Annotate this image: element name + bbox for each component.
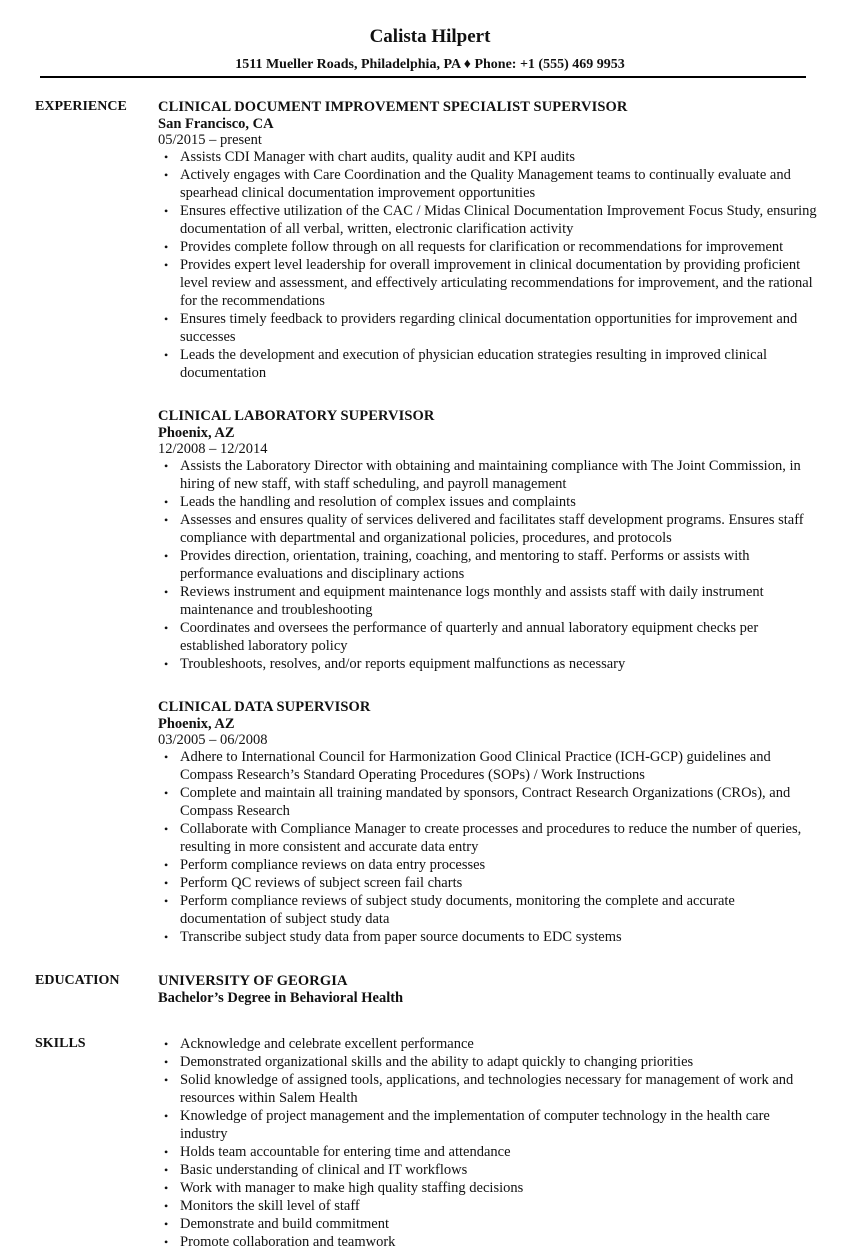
list-item-text: Complete and maintain all training mandated by sponsors, Contract Research Organizations (CROs), and Compass Research xyxy=(180,785,791,819)
bullet-icon: • xyxy=(164,348,169,362)
bullet-icon: • xyxy=(164,240,169,254)
list-item xyxy=(158,784,820,820)
bullet-icon: • xyxy=(164,495,169,509)
resume-header xyxy=(0,0,860,73)
list-item xyxy=(158,148,820,166)
job-entry xyxy=(158,98,820,382)
list-item-text: Demonstrated organizational skills and the ability to adapt quickly to changing priorities xyxy=(180,1054,694,1070)
list-item-text: Monitors the skill level of staff xyxy=(180,1198,360,1214)
list-item xyxy=(158,547,820,583)
bullet-icon: • xyxy=(164,822,169,836)
experience-section xyxy=(0,98,820,946)
list-item-text: Perform QC reviews of subject screen fail charts xyxy=(180,875,463,891)
education-section xyxy=(0,972,820,1007)
job-entry xyxy=(158,407,820,673)
list-item-text: Knowledge of project management and the implementation of computer technology in the health care industry xyxy=(180,1108,770,1142)
list-item xyxy=(158,892,820,928)
bullet-icon: • xyxy=(164,1037,169,1051)
bullet-icon: • xyxy=(164,1055,169,1069)
list-item xyxy=(158,310,820,346)
bullet-icon: • xyxy=(164,1217,169,1231)
list-item-text: Solid knowledge of assigned tools, applications, and technologies necessary for management of work and resources within Salem Health xyxy=(180,1072,794,1106)
list-item xyxy=(158,1143,820,1161)
bullet-icon: • xyxy=(164,549,169,563)
job-title: CLINICAL DATA SUPERVISOR xyxy=(158,699,371,715)
job-title: CLINICAL DOCUMENT IMPROVEMENT SPECIALIST SUPERVISOR xyxy=(158,99,628,115)
list-item xyxy=(158,1035,820,1053)
header-divider xyxy=(40,76,806,78)
skills-section xyxy=(0,1035,820,1251)
phone: Phone: +1 (555) 469 9953 xyxy=(474,57,625,72)
list-item xyxy=(158,166,820,202)
list-item-text: Collaborate with Compliance Manager to create processes and procedures to reduce the number of queries, resulting in more consistent and accurate data entry xyxy=(180,821,802,855)
job-entry xyxy=(158,698,820,946)
job-title: CLINICAL LABORATORY SUPERVISOR xyxy=(158,408,435,424)
diamond-separator-icon: ♦ xyxy=(463,57,471,72)
school-name: UNIVERSITY OF GEORGIA xyxy=(158,973,348,989)
list-item-text: Leads the handling and resolution of complex issues and complaints xyxy=(180,494,576,510)
bullet-icon: • xyxy=(164,1199,169,1213)
job-dates: 12/2008 – 12/2014 xyxy=(158,441,268,457)
list-item-text: Provides complete follow through on all requests for clarification or recommendations for improvement xyxy=(180,239,784,255)
bullet-icon: • xyxy=(164,585,169,599)
list-item xyxy=(158,1161,820,1179)
degree: Bachelor’s Degree in Behavioral Health xyxy=(158,990,404,1006)
list-item xyxy=(158,856,820,874)
bullet-icon: • xyxy=(164,513,169,527)
bullet-icon: • xyxy=(164,858,169,872)
bullet-icon: • xyxy=(164,930,169,944)
list-item xyxy=(158,346,820,382)
list-item xyxy=(158,874,820,892)
address: 1511 Mueller Roads, Philadelphia, PA xyxy=(235,57,461,72)
bullet-icon: • xyxy=(164,786,169,800)
job-dates: 03/2005 – 06/2008 xyxy=(158,732,268,748)
skills-list xyxy=(158,1035,820,1251)
bullet-icon: • xyxy=(164,1235,169,1249)
job-dates: 05/2015 – present xyxy=(158,132,262,148)
list-item-text: Troubleshoots, resolves, and/or reports equipment malfunctions as necessary xyxy=(180,656,626,672)
job-responsibilities xyxy=(158,748,820,946)
list-item-text: Basic understanding of clinical and IT workflows xyxy=(180,1162,468,1178)
job-responsibilities xyxy=(158,148,820,382)
contact-line xyxy=(0,57,860,73)
bullet-icon: • xyxy=(164,1145,169,1159)
list-item xyxy=(158,1233,820,1251)
list-item-text: Provides expert level leadership for overall improvement in clinical documentation by providing proficient level review and assessment, and effectively articulating recommendations for improvement, and the rational for the recommendations xyxy=(180,257,813,309)
section-label-experience: EXPERIENCE xyxy=(35,99,127,114)
list-item xyxy=(158,655,820,673)
list-item xyxy=(158,820,820,856)
bullet-icon: • xyxy=(164,204,169,218)
list-item-text: Assists CDI Manager with chart audits, quality audit and KPI audits xyxy=(180,149,576,165)
list-item-text: Perform compliance reviews of subject study documents, monitoring the complete and accurate documentation of subject study data xyxy=(180,893,735,927)
list-item xyxy=(158,619,820,655)
list-item xyxy=(158,748,820,784)
bullet-icon: • xyxy=(164,1073,169,1087)
list-item-text: Coordinates and oversees the performance of quarterly and annual laboratory equipment checks per established laboratory policy xyxy=(180,620,759,654)
list-item-text: Actively engages with Care Coordination and the Quality Management teams to continually evaluate and spearhead clinical documentation improvement opportunities xyxy=(180,167,791,201)
list-item xyxy=(158,493,820,511)
bullet-icon: • xyxy=(164,894,169,908)
list-item-text: Work with manager to make high quality staffing decisions xyxy=(180,1180,524,1196)
list-item-text: Assesses and ensures quality of services delivered and facilitates staff development programs. Ensures staff compliance with departmental and organizational policies, procedures, and protocols xyxy=(180,512,804,546)
bullet-icon: • xyxy=(164,750,169,764)
job-location: Phoenix, AZ xyxy=(158,425,235,441)
list-item xyxy=(158,1215,820,1233)
list-item xyxy=(158,1053,820,1071)
candidate-name: Calista Hilpert xyxy=(369,26,491,47)
bullet-icon: • xyxy=(164,150,169,164)
section-label-skills: SKILLS xyxy=(35,1036,86,1051)
list-item xyxy=(158,1179,820,1197)
list-item-text: Reviews instrument and equipment maintenance logs monthly and assists staff with daily instrument maintenance and troubleshooting xyxy=(180,584,764,618)
list-item-text: Promote collaboration and teamwork xyxy=(180,1234,396,1250)
bullet-icon: • xyxy=(164,876,169,890)
list-item-text: Assists the Laboratory Director with obtaining and maintaining compliance with The Joint Commission, in hiring of new staff, with staff scheduling, and payroll management xyxy=(180,458,801,492)
bullet-icon: • xyxy=(164,312,169,326)
list-item-text: Transcribe subject study data from paper source documents to EDC systems xyxy=(180,929,622,945)
list-item xyxy=(158,256,820,310)
list-item xyxy=(158,457,820,493)
list-item-text: Adhere to International Council for Harmonization Good Clinical Practice (ICH-GCP) guidelines and Compass Research’s Standard Operating Procedures (SOPs) / Work Instructions xyxy=(180,749,771,783)
list-item xyxy=(158,202,820,238)
list-item-text: Leads the development and execution of physician education strategies resulting in improved clinical documentation xyxy=(180,347,768,381)
list-item-text: Ensures effective utilization of the CAC / Midas Clinical Documentation Improvement Focus Study, ensuring documentation of all verbal, written, electronic clarification activity xyxy=(180,203,817,237)
bullet-icon: • xyxy=(164,1181,169,1195)
list-item xyxy=(158,1071,820,1107)
bullet-icon: • xyxy=(164,621,169,635)
list-item xyxy=(158,238,820,256)
bullet-icon: • xyxy=(164,1109,169,1123)
list-item-text: Provides direction, orientation, training, coaching, and mentoring to staff. Performs or assists with performance evaluations and disciplinary actions xyxy=(180,548,750,582)
list-item xyxy=(158,928,820,946)
list-item-text: Acknowledge and celebrate excellent performance xyxy=(180,1036,474,1052)
bullet-icon: • xyxy=(164,168,169,182)
bullet-icon: • xyxy=(164,258,169,272)
list-item xyxy=(158,511,820,547)
list-item-text: Perform compliance reviews on data entry processes xyxy=(180,857,486,873)
section-label-education: EDUCATION xyxy=(35,973,120,988)
bullet-icon: • xyxy=(164,657,169,671)
job-location: San Francisco, CA xyxy=(158,116,274,132)
bullet-icon: • xyxy=(164,1163,169,1177)
list-item-text: Demonstrate and build commitment xyxy=(180,1216,389,1232)
job-location: Phoenix, AZ xyxy=(158,716,235,732)
bullet-icon: • xyxy=(164,459,169,473)
list-item xyxy=(158,1107,820,1143)
list-item xyxy=(158,583,820,619)
job-responsibilities xyxy=(158,457,820,673)
list-item-text: Ensures timely feedback to providers regarding clinical documentation opportunities for improvement and successes xyxy=(180,311,798,345)
list-item xyxy=(158,1197,820,1215)
list-item-text: Holds team accountable for entering time and attendance xyxy=(180,1144,511,1160)
